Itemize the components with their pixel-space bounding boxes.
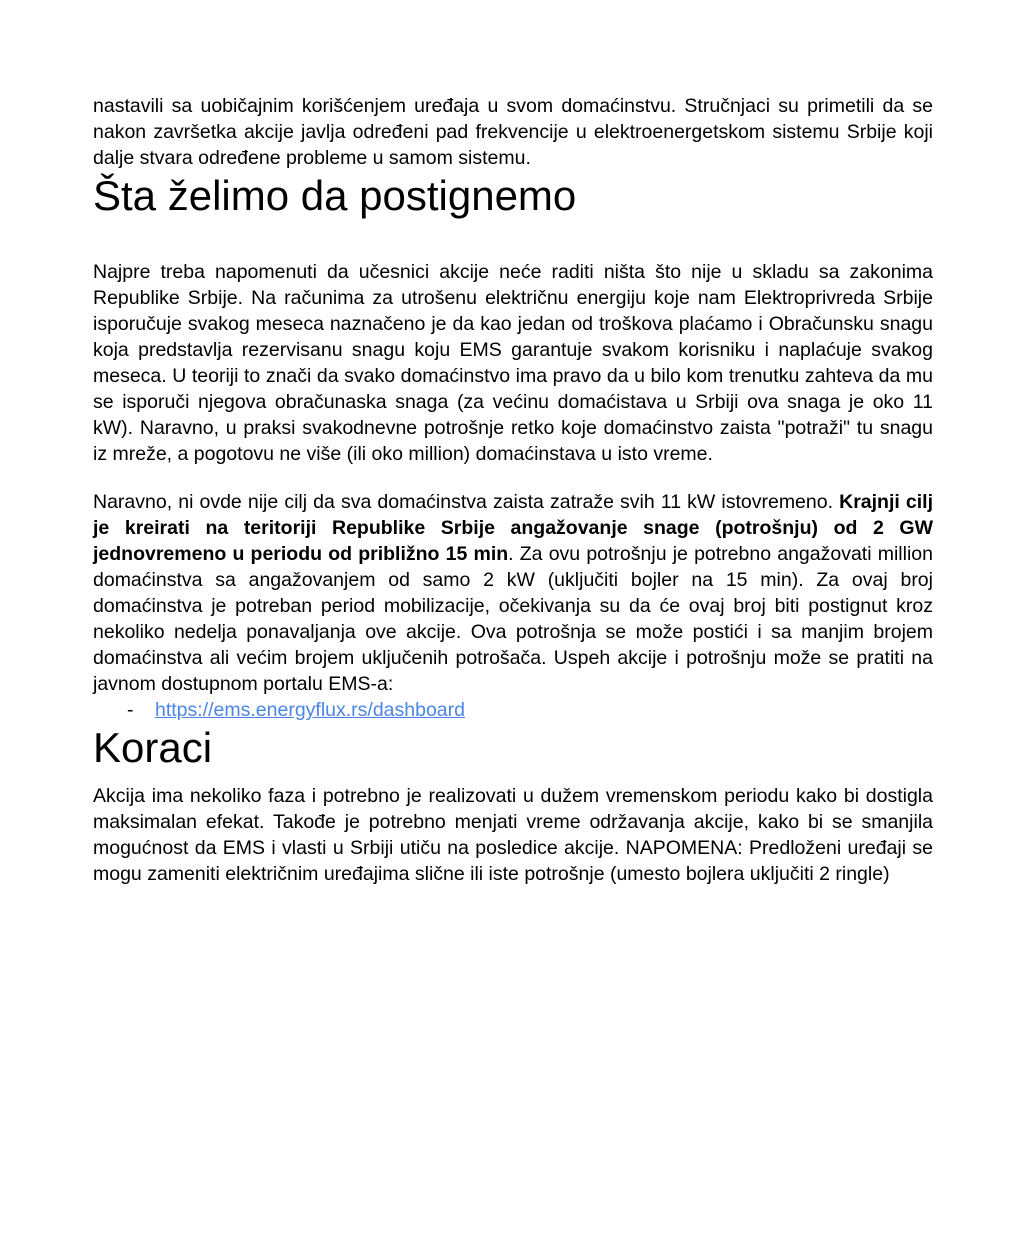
goals-paragraph-2-lead: Naravno, ni ovde nije cilj da sva domaćinstva zaista zatraže svih 11 kW istovremeno. xyxy=(93,491,840,513)
goals-paragraph-2-tail: . Za ovu potrošnju je potrebno angažovati million domaćinstva sa angažovanjem od samo 2 kW (uključiti bojler na 15 min). Za ovaj broj domaćinstva je potreban period mobilizacije, očekivanja su da će ovaj broj biti postignut kroz nekoliko nedelja ponavaljanja ove akcije. Ova potrošnja se može postići i sa manjim brojem domaćinstva ali većim brojem uključenih potrošača. Uspeh akcije i potrošnju može se pratiti na javnom dostupnom portalu EMS-a: xyxy=(93,543,933,695)
dashboard-link[interactable]: https://ems.energyflux.rs/dashboard xyxy=(155,699,465,721)
intro-paragraph: nastavili sa uobičajnim korišćenjem uređaja u svom domaćinstvu. Stručnjaci su primetili da se nakon završetka akcije javlja određeni pad frekvencije u elektroenergetskom sistemu Srbije koji dalje stvara određene probleme u samom sistemu. xyxy=(93,95,933,169)
goals-paragraph-2 xyxy=(93,489,933,697)
section-heading-steps: Koraci xyxy=(93,724,213,771)
goals-paragraph-1: Najpre treba napomenuti da učesnici akcije neće raditi ništa što nije u skladu sa zakonima Republike Srbije. Na računima za utrošenu električnu energiju koje nam Elektroprivreda Srbije isporučuje svakog meseca naznačeno je da kao jedan od troškova plaćamo i Obračunsku snagu koja predstavlja rezervisanu snagu koju EMS garantuje svakom korisniku i naplaćuje svakog meseca. U teoriji to znači da svako domaćinstvo ima pravo da u bilo kom trenutku zahteva da mu se isporuči njegova obračunaska snaga (za većinu domaćistava u Srbiji ova snaga je oko 11 kW). Naravno, u praksi svakodnevne potrošnje retko koje domaćinstvo zaista "potraži" tu snagu iz mreže, a pogotovu ne više (ili oko million) domaćinstava u isto vreme. xyxy=(93,261,933,465)
goal-bold-statement: Krajnji cilj je kreirati na teritoriji Republike Srbije angažovanje snage (potrošnju) od 2 GW jednovremeno u periodu od približno 15 min xyxy=(93,491,933,565)
section-heading-goals: Šta želimo da postignemo xyxy=(93,172,577,219)
dashboard-list-item xyxy=(93,697,933,723)
bullet-dash: - xyxy=(127,699,134,721)
steps-paragraph: Akcija ima nekoliko faza i potrebno je realizovati u dužem vremenskom periodu kako bi dostigla maksimalan efekat. Takođe je potrebno menjati vreme održavanja akcije, kako bi se smanjila mogućnost da EMS i vlasti u Srbiji utiču na posledice akcije. NAPOMENA: Predloženi uređaji se mogu zameniti električnim uređajima slične ili iste potrošnje (umesto bojlera uključiti 2 ringle) xyxy=(93,785,933,885)
